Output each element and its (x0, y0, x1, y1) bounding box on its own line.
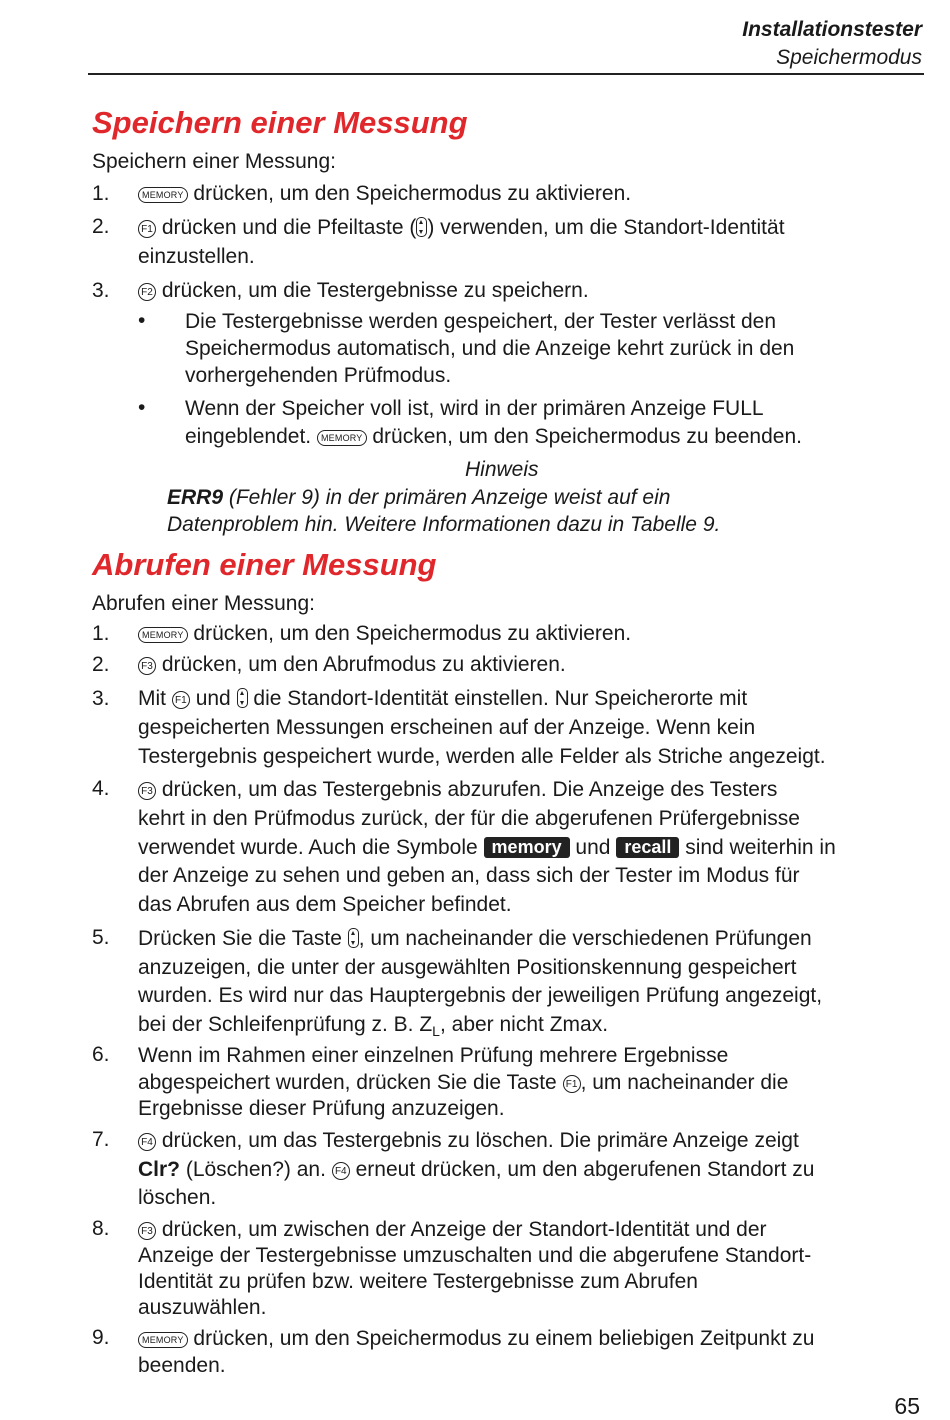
step-text: F4 drücken, um das Testergebnis zu löschen. Die primäre Anzeige zeigt (138, 1127, 799, 1154)
bullet-text: Speichermodus automatisch, und die Anzeige kehrt zurück in den (185, 337, 795, 360)
step-text: Mit F1 und die Standort-Identität einstellen. Nur Speicherorte mit (138, 687, 748, 710)
step-number: 3. (92, 279, 110, 302)
bullet-icon: • (138, 396, 146, 419)
f2-key-icon: F2 (138, 283, 156, 301)
note-text: ERR9 (Fehler 9) in der primären Anzeige weist auf ein (167, 486, 671, 509)
bullet-text: eingeblendet. MEMORY drücken, um den Speichermodus zu beenden. (185, 425, 802, 448)
section-heading-recall: Abrufen einer Messung (92, 547, 437, 582)
step-text-cont: bei der Schleifenprüfung z. B. $Z_L$, aber nicht Zmax. (138, 1013, 609, 1040)
section-heading-save: Speichern einer Messung (92, 105, 468, 140)
step-number: 2. (92, 215, 110, 238)
step-number: 9. (92, 1326, 110, 1349)
step-text: MEMORY drücken, um den Speichermodus zu einem beliebigen Zeitpunkt zu (138, 1325, 814, 1352)
step-number: 7. (92, 1128, 110, 1151)
bullet-text: vorhergehenden Prüfmodus. (185, 364, 452, 387)
step-text-cont: abgespeichert wurden, drücken Sie die Taste F1 , um nacheinander die (138, 1071, 789, 1094)
step-text-cont: Anzeige der Testergebnisse umzuschalten und die abgerufene Standort- (138, 1244, 812, 1267)
up-down-arrow-key-icon (237, 688, 248, 708)
up-down-arrow-key-icon (348, 928, 359, 948)
step-text: F2 drücken, um die Testergebnisse zu speichern. (138, 277, 589, 304)
memory-key-icon: MEMORY (138, 187, 188, 203)
f1-key-icon: F1 (138, 220, 156, 238)
note-text: Datenproblem hin. Weitere Informationen dazu in Tabelle 9. (167, 513, 721, 536)
recall-display-symbol: recall (616, 837, 679, 858)
step-number: 1. (92, 622, 110, 645)
f3-key-icon: F3 (138, 782, 156, 800)
running-header-title: Installationstester (742, 18, 922, 41)
running-header-subtitle: Speichermodus (776, 46, 922, 69)
step-text-cont: kehrt in den Prüfmodus zurück, der für die abgerufenen Prüfergebnisse (138, 807, 800, 830)
step-number: 2. (92, 653, 110, 676)
step-text: Wenn im Rahmen einer einzelnen Prüfung mehrere Ergebnisse (138, 1044, 729, 1067)
memory-key-icon: MEMORY (138, 1332, 188, 1348)
step-text: F3 drücken, um den Abrufmodus zu aktivieren. (138, 651, 566, 678)
step-text-cont: Testergebnis gespeichert wurde, werden alle Felder als Striche angezeigt. (138, 745, 826, 768)
bullet-text: Die Testergebnisse werden gespeichert, der Tester verlässt den (185, 310, 777, 333)
step-text-cont: der Anzeige zu sehen und geben an, dass sich der Tester im Modus für (138, 864, 800, 887)
step-number: 5. (92, 926, 110, 949)
f4-key-icon: F4 (332, 1162, 350, 1180)
step-text-cont: löschen. (138, 1186, 217, 1209)
page-number: 65 (894, 1393, 920, 1419)
bullet-text: Wenn der Speicher voll ist, wird in der primären Anzeige FULL (185, 397, 764, 420)
up-down-arrow-key-icon (416, 217, 427, 237)
step-text-cont: verwendet wurde. Auch die Symbole memory und recall sind weiterhin in (138, 836, 836, 859)
step-text: Drücken Sie die Taste , um nacheinander die verschiedenen Prüfungen (138, 927, 812, 950)
section-intro-save: Speichern einer Messung: (92, 150, 336, 173)
step-text-cont: anzuzeigen, die unter der ausgewählten Positionskennung gespeichert (138, 956, 797, 979)
f1-key-icon: F1 (563, 1075, 581, 1093)
step-text: F3 drücken, um zwischen der Anzeige der Standort-Identität und der (138, 1216, 767, 1243)
step-number: 1. (92, 182, 110, 205)
f3-key-icon: F3 (138, 1222, 156, 1240)
step-text-cont: auszuwählen. (138, 1296, 267, 1319)
f3-key-icon: F3 (138, 657, 156, 675)
step-text-cont: einzustellen. (138, 245, 255, 268)
step-text-cont: Clr? (Löschen?) an. F4 erneut drücken, um den abgerufenen Standort zu (138, 1158, 815, 1181)
step-text-cont: beenden. (138, 1354, 226, 1377)
step-text: MEMORY drücken, um den Speichermodus zu aktivieren. (138, 180, 631, 207)
memory-key-icon: MEMORY (317, 430, 367, 446)
step-text: MEMORY drücken, um den Speichermodus zu aktivieren. (138, 620, 631, 647)
step-number: 8. (92, 1217, 110, 1240)
step-text-cont: wurden. Es wird nur das Hauptergebnis der jeweiligen Prüfung angezeigt, (138, 984, 823, 1007)
f4-key-icon: F4 (138, 1133, 156, 1151)
step-text-cont: das Abrufen aus dem Speicher befindet. (138, 893, 512, 916)
step-number: 4. (92, 777, 110, 800)
step-text: F1 drücken und die Pfeiltaste ( ) verwenden, um die Standort-Identität (138, 214, 785, 241)
step-text-cont: Identität zu prüfen bzw. weitere Testergebnisse zum Abrufen (138, 1270, 698, 1293)
header-rule (88, 73, 924, 75)
step-text: F3 drücken, um das Testergebnis abzurufen. Die Anzeige des Testers (138, 776, 777, 803)
memory-display-symbol: memory (484, 837, 570, 858)
section-intro-recall: Abrufen einer Messung: (92, 592, 315, 615)
bullet-icon: • (138, 309, 146, 332)
memory-key-icon: MEMORY (138, 627, 188, 643)
step-text-cont: gespeicherten Messungen erscheinen auf der Anzeige. Wenn kein (138, 716, 756, 739)
f1-key-icon: F1 (172, 691, 190, 709)
step-text-cont: Ergebnisse dieser Prüfung anzuzeigen. (138, 1097, 505, 1120)
step-number: 3. (92, 687, 110, 710)
step-number: 6. (92, 1043, 110, 1066)
note-title: Hinweis (465, 458, 539, 481)
